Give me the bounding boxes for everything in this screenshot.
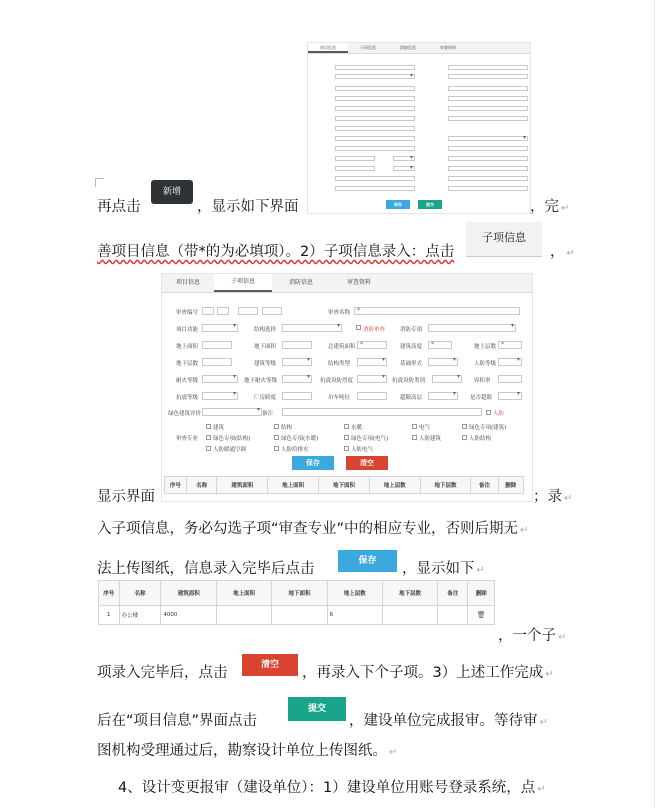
text: ， — [550, 244, 565, 260]
table-cell: 1 — [99, 606, 120, 625]
text-line-9 — [97, 741, 397, 763]
major-label: 绿色专项(水暖) — [281, 436, 319, 442]
field-label: 结构类型 — [328, 361, 351, 367]
above-floors-input[interactable] — [498, 341, 522, 349]
major-checkbox[interactable] — [206, 435, 211, 440]
major-label: 人防给排水 — [281, 447, 309, 453]
paragraph-mark-icon: ↵ — [476, 565, 485, 576]
crane-input[interactable] — [357, 392, 387, 400]
form-field[interactable] — [335, 156, 375, 161]
field-label: 容积率 — [474, 378, 491, 384]
sub-item-form-screenshot — [161, 273, 533, 502]
column-header: 地上面积 — [268, 477, 319, 494]
text: ，再录入下个子项。3）上述工作完成 — [302, 665, 544, 681]
text-line-5b — [402, 559, 485, 581]
remarks-input[interactable] — [282, 408, 482, 416]
column-header: 建筑面积 — [161, 581, 217, 606]
field-label: 总建筑面积 — [328, 344, 356, 350]
building-grade-select[interactable] — [282, 358, 312, 366]
form-field[interactable] — [335, 186, 415, 191]
table-cell: 办公楼 — [119, 606, 161, 625]
save-button-image: 保存 — [338, 550, 397, 572]
required-mark: * — [431, 341, 434, 348]
form-field[interactable] — [448, 146, 528, 151]
field-label: 吊车吨位 — [328, 395, 351, 401]
review-number-part[interactable] — [238, 307, 258, 315]
column-header: 地下面积 — [272, 581, 327, 606]
text: 再点击 — [97, 199, 141, 215]
form-field[interactable] — [335, 96, 415, 101]
form-field[interactable] — [448, 166, 528, 171]
column-header: 序号 — [99, 581, 120, 606]
text-line-1b — [197, 197, 299, 217]
total-area-input[interactable] — [357, 341, 387, 349]
major-checkbox[interactable] — [462, 435, 467, 440]
paragraph-mark-icon: ↵ — [564, 493, 573, 504]
table-cell — [217, 606, 272, 625]
column-header: 地上层数 — [327, 581, 382, 606]
field-label: 结构选择 — [254, 327, 277, 333]
form-field[interactable] — [335, 136, 415, 141]
fire-special-select[interactable] — [428, 324, 516, 332]
field-label: 地上面积 — [176, 344, 199, 350]
field-label: 基础形式 — [400, 361, 423, 367]
major-checkbox[interactable] — [274, 446, 279, 451]
form-field[interactable] — [448, 74, 528, 79]
form-field[interactable] — [393, 156, 415, 161]
field-label: 建筑高度 — [400, 344, 423, 350]
tab-fire[interactable]: 消防信息 — [288, 279, 313, 286]
major-checkbox[interactable] — [206, 424, 211, 429]
field-label: 耐火等级 — [176, 378, 199, 384]
tab-fire[interactable]: 消防信息 — [400, 45, 416, 50]
form-field[interactable] — [448, 156, 528, 161]
major-checkbox[interactable] — [412, 424, 417, 429]
form-field[interactable] — [335, 116, 415, 121]
text: 项录入完毕后，点击 — [97, 665, 228, 681]
table-cell — [468, 606, 495, 625]
form-field[interactable] — [335, 126, 415, 131]
text: 善项目信息（带*的为必填项）。2）子项信息录入：点击 — [97, 244, 455, 260]
field-label: 抗震等级 — [176, 395, 199, 401]
review-name-input[interactable] — [354, 307, 520, 315]
seismic-grade-select[interactable] — [202, 392, 238, 400]
table-cell: 4000 — [161, 606, 217, 625]
column-header: 建筑面积 — [217, 477, 268, 494]
above-area-input[interactable] — [202, 341, 232, 349]
field-label: 审查名称 — [328, 310, 351, 316]
field-label: 抗震设防类别 — [392, 378, 426, 384]
paragraph-mark-icon: ↵ — [561, 203, 570, 214]
paragraph-mark-icon: ↵ — [537, 784, 546, 795]
major-checkbox[interactable] — [344, 435, 349, 440]
fire-review-checkbox[interactable] — [356, 325, 361, 330]
form-field[interactable] — [448, 186, 528, 191]
tab-review[interactable]: 审查资料 — [346, 279, 371, 286]
major-label: 结构 — [281, 425, 293, 431]
foundation-select[interactable] — [428, 358, 458, 366]
major-checkbox[interactable] — [344, 446, 349, 451]
column-header: 备注 — [438, 581, 468, 606]
column-header: 地下层数 — [420, 477, 471, 494]
sub-item-table — [164, 476, 524, 494]
major-label: 绿色专项(建筑) — [469, 425, 507, 431]
major-checkbox[interactable] — [412, 435, 417, 440]
seismic-category-select[interactable] — [432, 375, 462, 383]
tab-sub-item[interactable]: 子项信息 — [360, 45, 376, 50]
structure-type-select[interactable] — [357, 358, 387, 366]
major-label: 电气 — [419, 425, 431, 431]
function-select[interactable] — [202, 324, 238, 332]
form-field[interactable] — [448, 176, 528, 181]
save-button[interactable]: 保存 — [292, 456, 334, 470]
structure-select[interactable] — [282, 324, 342, 332]
required-mark: * — [357, 307, 360, 314]
over-limit-select[interactable] — [428, 392, 458, 400]
field-label: 地下层数 — [176, 361, 199, 367]
major-label: 人防暖通空调 — [213, 447, 247, 453]
below-floors-input[interactable] — [202, 358, 232, 366]
table-row — [99, 606, 495, 625]
paragraph-mark-icon: ↵ — [545, 669, 554, 680]
form-field[interactable] — [448, 106, 528, 111]
text: ，一个子 — [498, 628, 556, 644]
form-field[interactable] — [393, 166, 415, 171]
tab-review[interactable]: 审查资料 — [440, 45, 456, 50]
field-label: 厂房跨度 — [254, 395, 277, 401]
span-input[interactable] — [282, 392, 312, 400]
column-header: 地上面积 — [217, 581, 272, 606]
paragraph-mark-icon: ↵ — [389, 747, 398, 758]
clear-button-image: 清空 — [242, 654, 298, 676]
below-fire-grade-select[interactable] — [282, 375, 312, 383]
major-label: 人防电气 — [351, 447, 374, 453]
review-majors-label: 审查专业 — [176, 436, 199, 442]
form-field[interactable] — [335, 106, 415, 111]
field-label: 人防等级 — [474, 361, 497, 367]
sub-item-tab-image: 子项信息 — [466, 222, 542, 257]
tab-project-info[interactable]: 项目信息 — [308, 43, 348, 53]
margin-corner-mark — [95, 178, 104, 187]
fire-grade-select[interactable] — [202, 375, 238, 383]
form-field[interactable] — [448, 96, 528, 101]
text: ，显示如下 — [402, 561, 475, 577]
form-field[interactable] — [335, 86, 415, 91]
major-label: 绿色专项(结构) — [213, 436, 251, 442]
field-label: 人防 — [493, 411, 505, 417]
page-edge-line — [654, 0, 655, 808]
major-label: 绿色专项(电气) — [351, 436, 389, 442]
column-header: 删除 — [468, 581, 495, 606]
text: 后在“项目信息”界面点击 — [97, 713, 258, 729]
clear-button[interactable]: 清空 — [346, 456, 388, 470]
text: ；录 — [533, 489, 562, 505]
text-line-7 — [97, 663, 228, 683]
text: ，建设单位完成报审。等待审 — [349, 713, 538, 729]
field-label: 抗震设防烈度 — [320, 378, 354, 384]
text-line-2b — [550, 242, 575, 264]
form-field[interactable] — [448, 86, 528, 91]
text-line-1 — [97, 197, 141, 217]
text-line-4 — [97, 519, 528, 541]
text-line-6 — [498, 626, 566, 648]
plot-ratio-input[interactable] — [498, 375, 522, 383]
review-number-part[interactable] — [262, 307, 282, 315]
text: ，完 — [530, 199, 559, 215]
column-header: 地下面积 — [319, 477, 370, 494]
text-line-1c — [530, 197, 569, 219]
table-header-row — [99, 581, 495, 606]
form-field[interactable] — [448, 136, 528, 141]
form-tabs — [162, 274, 532, 293]
civil-defense-checkbox[interactable] — [486, 410, 491, 415]
text-line-10 — [118, 778, 546, 800]
paragraph-mark-icon: ↵ — [558, 632, 567, 643]
major-label: 人防建筑 — [419, 436, 442, 442]
column-header: 名称 — [186, 477, 217, 494]
text: 显示界面 — [97, 489, 155, 505]
text-line-3 — [97, 487, 155, 507]
submit-button-image: 提交 — [288, 697, 346, 721]
height-input[interactable] — [428, 341, 452, 349]
field-label: 备注 — [262, 411, 274, 417]
column-header: 删除 — [498, 477, 523, 494]
field-label: 地上层数 — [474, 344, 497, 350]
is-over-limit-select[interactable] — [498, 392, 522, 400]
new-button-image: 新增 — [151, 180, 193, 204]
review-number-part[interactable] — [202, 307, 214, 315]
sub-item-table — [98, 580, 495, 625]
column-header: 序号 — [165, 477, 187, 494]
column-header: 名称 — [119, 581, 161, 606]
table-cell — [272, 606, 327, 625]
form-field[interactable] — [448, 116, 528, 121]
field-label: 超限高层 — [400, 395, 423, 401]
major-checkbox[interactable] — [206, 446, 211, 451]
major-checkbox[interactable] — [274, 424, 279, 429]
field-label: 项目功能 — [176, 327, 199, 333]
form-field[interactable] — [335, 65, 415, 70]
paragraph-mark-icon: ↵ — [520, 525, 529, 536]
seismic-intensity-select[interactable] — [357, 375, 387, 383]
text-line-8 — [97, 711, 257, 731]
form-field[interactable] — [335, 166, 375, 171]
field-label: 地下面积 — [254, 344, 277, 350]
text-line-7b — [302, 663, 554, 685]
column-header: 地上层数 — [369, 477, 420, 494]
review-number-part[interactable] — [217, 307, 229, 315]
field-label: 绿色建筑评价 — [168, 411, 202, 417]
text-line-2 — [97, 242, 454, 262]
major-checkbox[interactable] — [462, 424, 467, 429]
save-button-small[interactable]: 保存 — [386, 200, 410, 209]
table-cell: 6 — [327, 606, 382, 625]
form-field[interactable] — [335, 74, 415, 79]
required-mark: * — [360, 341, 363, 348]
major-checkbox[interactable] — [344, 424, 349, 429]
text: 入子项信息，务必勾选子项“审查专业”中的相应专业，否则后期无 — [97, 521, 519, 537]
major-checkbox[interactable] — [274, 435, 279, 440]
green-rating-select[interactable] — [202, 408, 262, 416]
major-label: 建筑 — [213, 425, 225, 431]
sub-item-list-screenshot — [98, 580, 495, 624]
form-field[interactable] — [335, 146, 415, 151]
field-label: 审查编号 — [176, 310, 199, 316]
trash-icon[interactable]: 🗑 — [476, 611, 486, 619]
tab-project-info[interactable]: 项目信息 — [175, 279, 200, 286]
tab-sub-item[interactable]: 子项信息 — [214, 274, 272, 292]
table-cell — [382, 606, 437, 625]
text-line-5 — [97, 559, 315, 579]
below-area-input[interactable] — [282, 341, 312, 349]
field-label: 是否超限 — [470, 395, 493, 401]
project-info-form-screenshot — [307, 42, 531, 214]
field-label: 消防专项 — [400, 327, 423, 333]
text: 4、设计变更报审（建设单位）：1）建设单位用账号登录系统，点 — [118, 780, 536, 796]
column-header: 地下层数 — [382, 581, 437, 606]
form-field[interactable] — [335, 176, 415, 181]
text: 法上传图纸，信息录入完毕后点击 — [97, 561, 315, 577]
field-label: 建筑等级 — [254, 361, 277, 367]
civil-defense-grade-select[interactable] — [498, 358, 522, 366]
paragraph-mark-icon: ↵ — [539, 717, 548, 728]
column-header: 备注 — [471, 477, 498, 494]
field-label: 消防审查 — [363, 327, 386, 333]
field-label: 地下耐火等级 — [244, 378, 278, 384]
table-cell — [438, 606, 468, 625]
table-header-row — [165, 477, 524, 494]
major-label: 水暖 — [351, 425, 363, 431]
text: ，显示如下界面 — [197, 199, 299, 215]
paragraph-mark-icon: ↵ — [566, 248, 575, 259]
required-mark: * — [501, 341, 504, 348]
form-field[interactable] — [448, 65, 528, 70]
text: 图机构受理通过后，勘察设计单位上传图纸。 — [97, 743, 387, 759]
text-line-8b — [349, 711, 548, 733]
text-line-3b — [533, 487, 572, 509]
submit-button-small[interactable]: 提交 — [418, 200, 442, 209]
major-label: 人防结构 — [469, 436, 492, 442]
form-tabs — [308, 43, 530, 54]
